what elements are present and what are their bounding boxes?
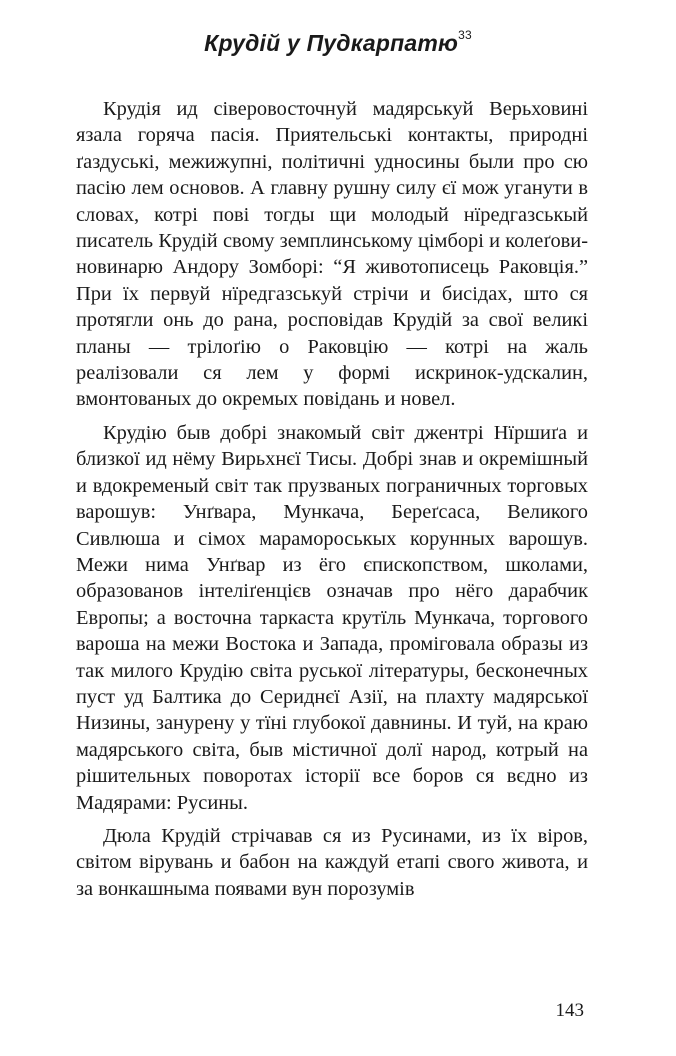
body-text [76, 96, 588, 909]
paragraph: Крудія ид сіверовосточнуй мадярськуй Верьховині язала горяча пасія. Приятельські контакты, природні ґаздуські, межижупні, політичні удносины были про сю пасію лем основов. А главну рушну силу єї мож уганути в словах, котрі пові тогды щи молодый нїредгазськый писатель Крудій свому земплинському цімборі и колеґови-новинарю Андору Зомборі: “Я животописець Раковція.” При їх первуй нїредгазськуй стрічи и бисідах, што ся протягли онь до рана, росповідав Крудій за свої великі планы — трілоґію о Раковцію — котрі на жаль реалізовали ся лем у формі искринок-удскалин, вмонтованых до окремых повідань и новел. [76, 98, 588, 411]
paragraph: Дюла Крудій стрічавав ся из Русинами, из їх віров, світом вірувань и бабон на каждуй етапі свого живота, и за вонкашныма появами вун порозумів [76, 824, 588, 900]
chapter-title [0, 30, 676, 57]
paragraph: Крудію быв добрі знакомый світ джентрі Нїршиґа и близкої ид нёму Вирьхнєї Тисы. Добрі знав и окремішный и вдокременый світ так прузваных пограничных торговых варошув: Унґвара, Мункача, Береґсаса, Великого Сивлюша и сімох марамороськых корунных варошув. Межи нима Унґвар из ёго єпископством, школами, образованов інтеліґенцієв означав про нёго дарабчик Европы; а восточна таркаста крутїль Мункача, торгового вароша на межи Востока и Запада, проміговала образы из так милого Крудію світа руської літературы, бесконечных пуст уд Балтика до Сериднєї Азії, на плахту мадярської Низины, занурену у тїні глубокої давнины. И туй, на краю мадярського світа, быв містичної долї народ, котрый на рішительных поворотах історії все боров ся вєдно из Мадярами: Русины. [76, 421, 588, 814]
chapter-title-text: Крудій у Пудкарпатю [204, 30, 459, 56]
footnote-reference: 33 [458, 28, 472, 42]
page-number: 143 [555, 1000, 584, 1021]
